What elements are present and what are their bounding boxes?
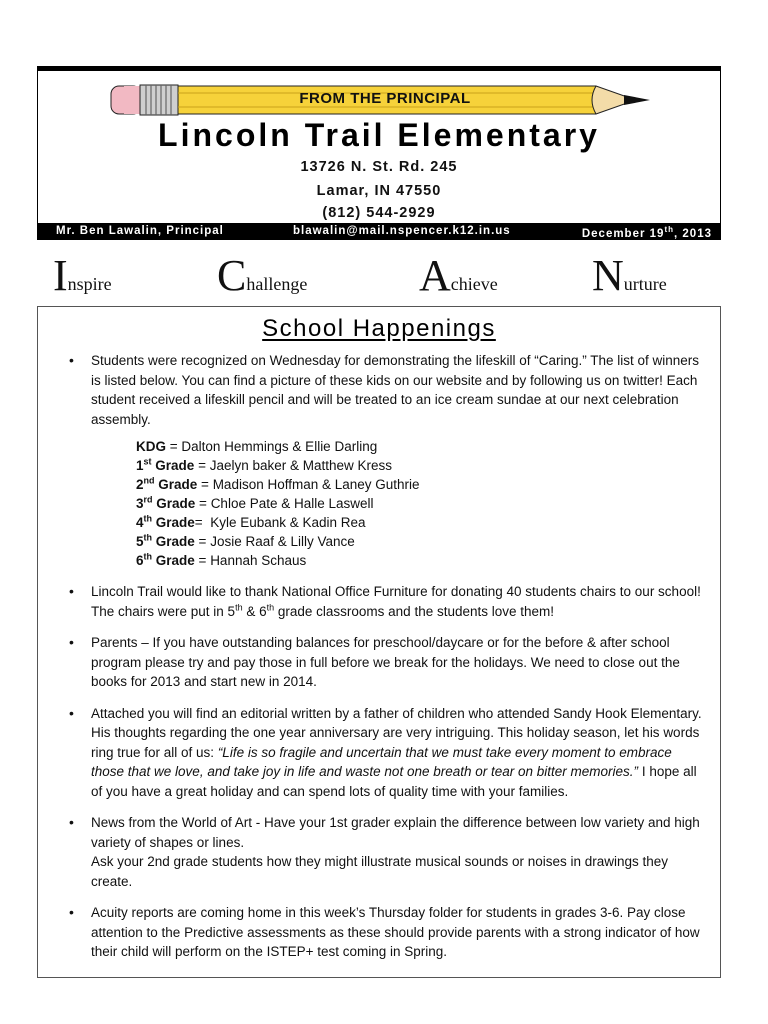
address-line-1: 13726 N. St. Rd. 245 [300, 159, 458, 175]
winner-names: Kyle Eubank & Kadin Rea [210, 515, 366, 530]
date-year: , 2013 [674, 227, 712, 240]
chairs-sup-1: th [235, 602, 243, 612]
balances-text: Parents – If you have outstanding balances for preschool/daycare or for the before & after school program please try and pay those in full before we break for the holidays. We need to close out the books for 2013 and start new in 2014. [91, 635, 680, 689]
motto-initial: C [217, 251, 247, 300]
list-item-art [38, 813, 720, 891]
winner-names: Josie Raaf & Lilly Vance [210, 534, 355, 549]
winner-names: Madison Hoffman & Laney Guthrie [212, 477, 420, 492]
grade-sep: = [194, 534, 211, 549]
winner-row [136, 494, 706, 513]
art-line-1: • News from the World of Art - Have your 1st grader explain the difference between low variety and high variety of shapes or lines. [91, 815, 700, 850]
grade-label: 5 [136, 534, 144, 549]
motto-nurture [592, 250, 667, 301]
winner-row [136, 437, 706, 456]
grade-suffix: th [143, 532, 153, 543]
date-suffix: th [664, 225, 675, 234]
happenings-list [38, 351, 720, 974]
grade-word: Grade [152, 534, 195, 549]
winner-row [136, 456, 706, 475]
list-item-chairs [38, 582, 720, 621]
grade-word: Grade [154, 477, 198, 492]
winner-row [136, 532, 706, 551]
acuity-text: Acuity reports are coming home in this week’s Thursday folder for students in grades 3-6. Pay close attention to the Predictive assessments as these should provide parents with a strong indicator of how their child will perform on the ISTEP+ test coming in Spring. [91, 905, 700, 959]
grade-suffix: nd [143, 475, 155, 486]
chairs-text-2: & 6 [242, 603, 267, 619]
winner-names: Hannah Schaus [210, 553, 307, 568]
list-item-editorial [38, 704, 720, 802]
grade-label: KDG [136, 439, 166, 454]
motto-achieve [419, 250, 498, 301]
info-bar [38, 223, 720, 240]
list-item-balances [38, 633, 720, 692]
grade-label: 1 [136, 458, 144, 473]
editorial-text-1: Attached you will find an editorial written by a father of children who attended Sandy Hook Elementary. His thoughts regarding the one year anniversary are very intriguing. This holiday season, let his words ring true for all of us: [91, 705, 702, 760]
grade-word: Grade [152, 553, 195, 568]
motto-rest: hallenge [246, 274, 308, 294]
motto-rest: chieve [450, 274, 498, 294]
address-line-2: Lamar, IN 47550 [316, 183, 442, 199]
principal-email[interactable]: blawalin@mail.nspencer.k12.in.us [293, 225, 511, 237]
winner-names: Dalton Hemmings & Ellie Darling [181, 439, 378, 454]
grade-suffix: th [143, 513, 153, 524]
grade-suffix: th [143, 551, 153, 562]
winner-row [136, 475, 706, 494]
grade-sep: = [194, 515, 211, 530]
grade-label: 4 [136, 515, 144, 530]
grade-sep: = [195, 496, 211, 511]
newsletter-header [37, 66, 721, 240]
grade-word: Grade [152, 515, 195, 530]
school-name: Lincoln Trail Elementary [158, 117, 600, 153]
chairs-text-3: grade classrooms and the students love them! [274, 603, 555, 619]
motto-rest: nspire [67, 274, 112, 294]
newsletter-date [582, 225, 712, 240]
grade-sep: = [194, 553, 211, 568]
section-title-text: School Happenings [262, 315, 496, 342]
winner-row [136, 513, 706, 532]
winners-list [136, 437, 706, 570]
grade-label: 6 [136, 553, 144, 568]
date-day: December 19 [581, 227, 665, 240]
grade-word: Grade [151, 458, 195, 473]
school-happenings-box [37, 306, 721, 978]
motto-initial: N [592, 251, 624, 300]
chairs-sup-2: th [266, 602, 275, 612]
winner-names: Chloe Pate & Halle Laswell [210, 496, 374, 511]
editorial-quote: “Life is so fragile and uncertain that we must take every moment to embrace those that we love, and take joy in life and waste not one breath or tear on bitter memories.” [91, 744, 672, 779]
grade-label: 2 [136, 477, 144, 492]
motto-initial: I [53, 251, 68, 300]
caring-text: Students were recognized on Wednesday for demonstrating the lifeskill of “Caring.” The list of winners is listed below. You can find a picture of these kids on our website and by following us on twitter! Each student received a lifeskill pencil and will be treated to an ice cream sundae at our next celebration assembly. [91, 353, 700, 427]
motto-rest: urture [623, 274, 667, 294]
principal-name: Mr. Ben Lawalin, Principal [56, 225, 224, 237]
motto-inspire [53, 250, 112, 301]
editorial-text-2: I hope all of you have a great holiday and can spend lots of quality time with your families. [91, 764, 697, 799]
grade-label: 3 [136, 496, 144, 511]
motto-row [0, 250, 768, 298]
phone-number: (812) 544-2929 [322, 205, 436, 221]
banner-text: FROM THE PRINCIPAL [299, 90, 471, 107]
winner-row [136, 551, 706, 570]
grade-suffix: st [143, 456, 152, 467]
grade-sep: = [194, 458, 210, 473]
section-title [38, 315, 720, 343]
motto-initial: A [419, 251, 451, 300]
grade-suffix: rd [143, 494, 153, 505]
chairs-text-1: Lincoln Trail would like to thank National Office Furniture for donating 40 students chairs to our school! The chairs were put in 5 [91, 584, 701, 619]
grade-sep: = [197, 477, 213, 492]
grade-word: Grade [152, 496, 196, 511]
motto-challenge [217, 250, 307, 301]
list-item-caring [38, 351, 720, 570]
art-line-2: Ask your 2nd grade students how they might illustrate musical sounds or noises in drawings they create. [91, 854, 669, 889]
grade-sep: = [166, 439, 182, 454]
list-item-acuity [38, 903, 720, 962]
winner-names: Jaelyn baker & Matthew Kress [209, 458, 393, 473]
